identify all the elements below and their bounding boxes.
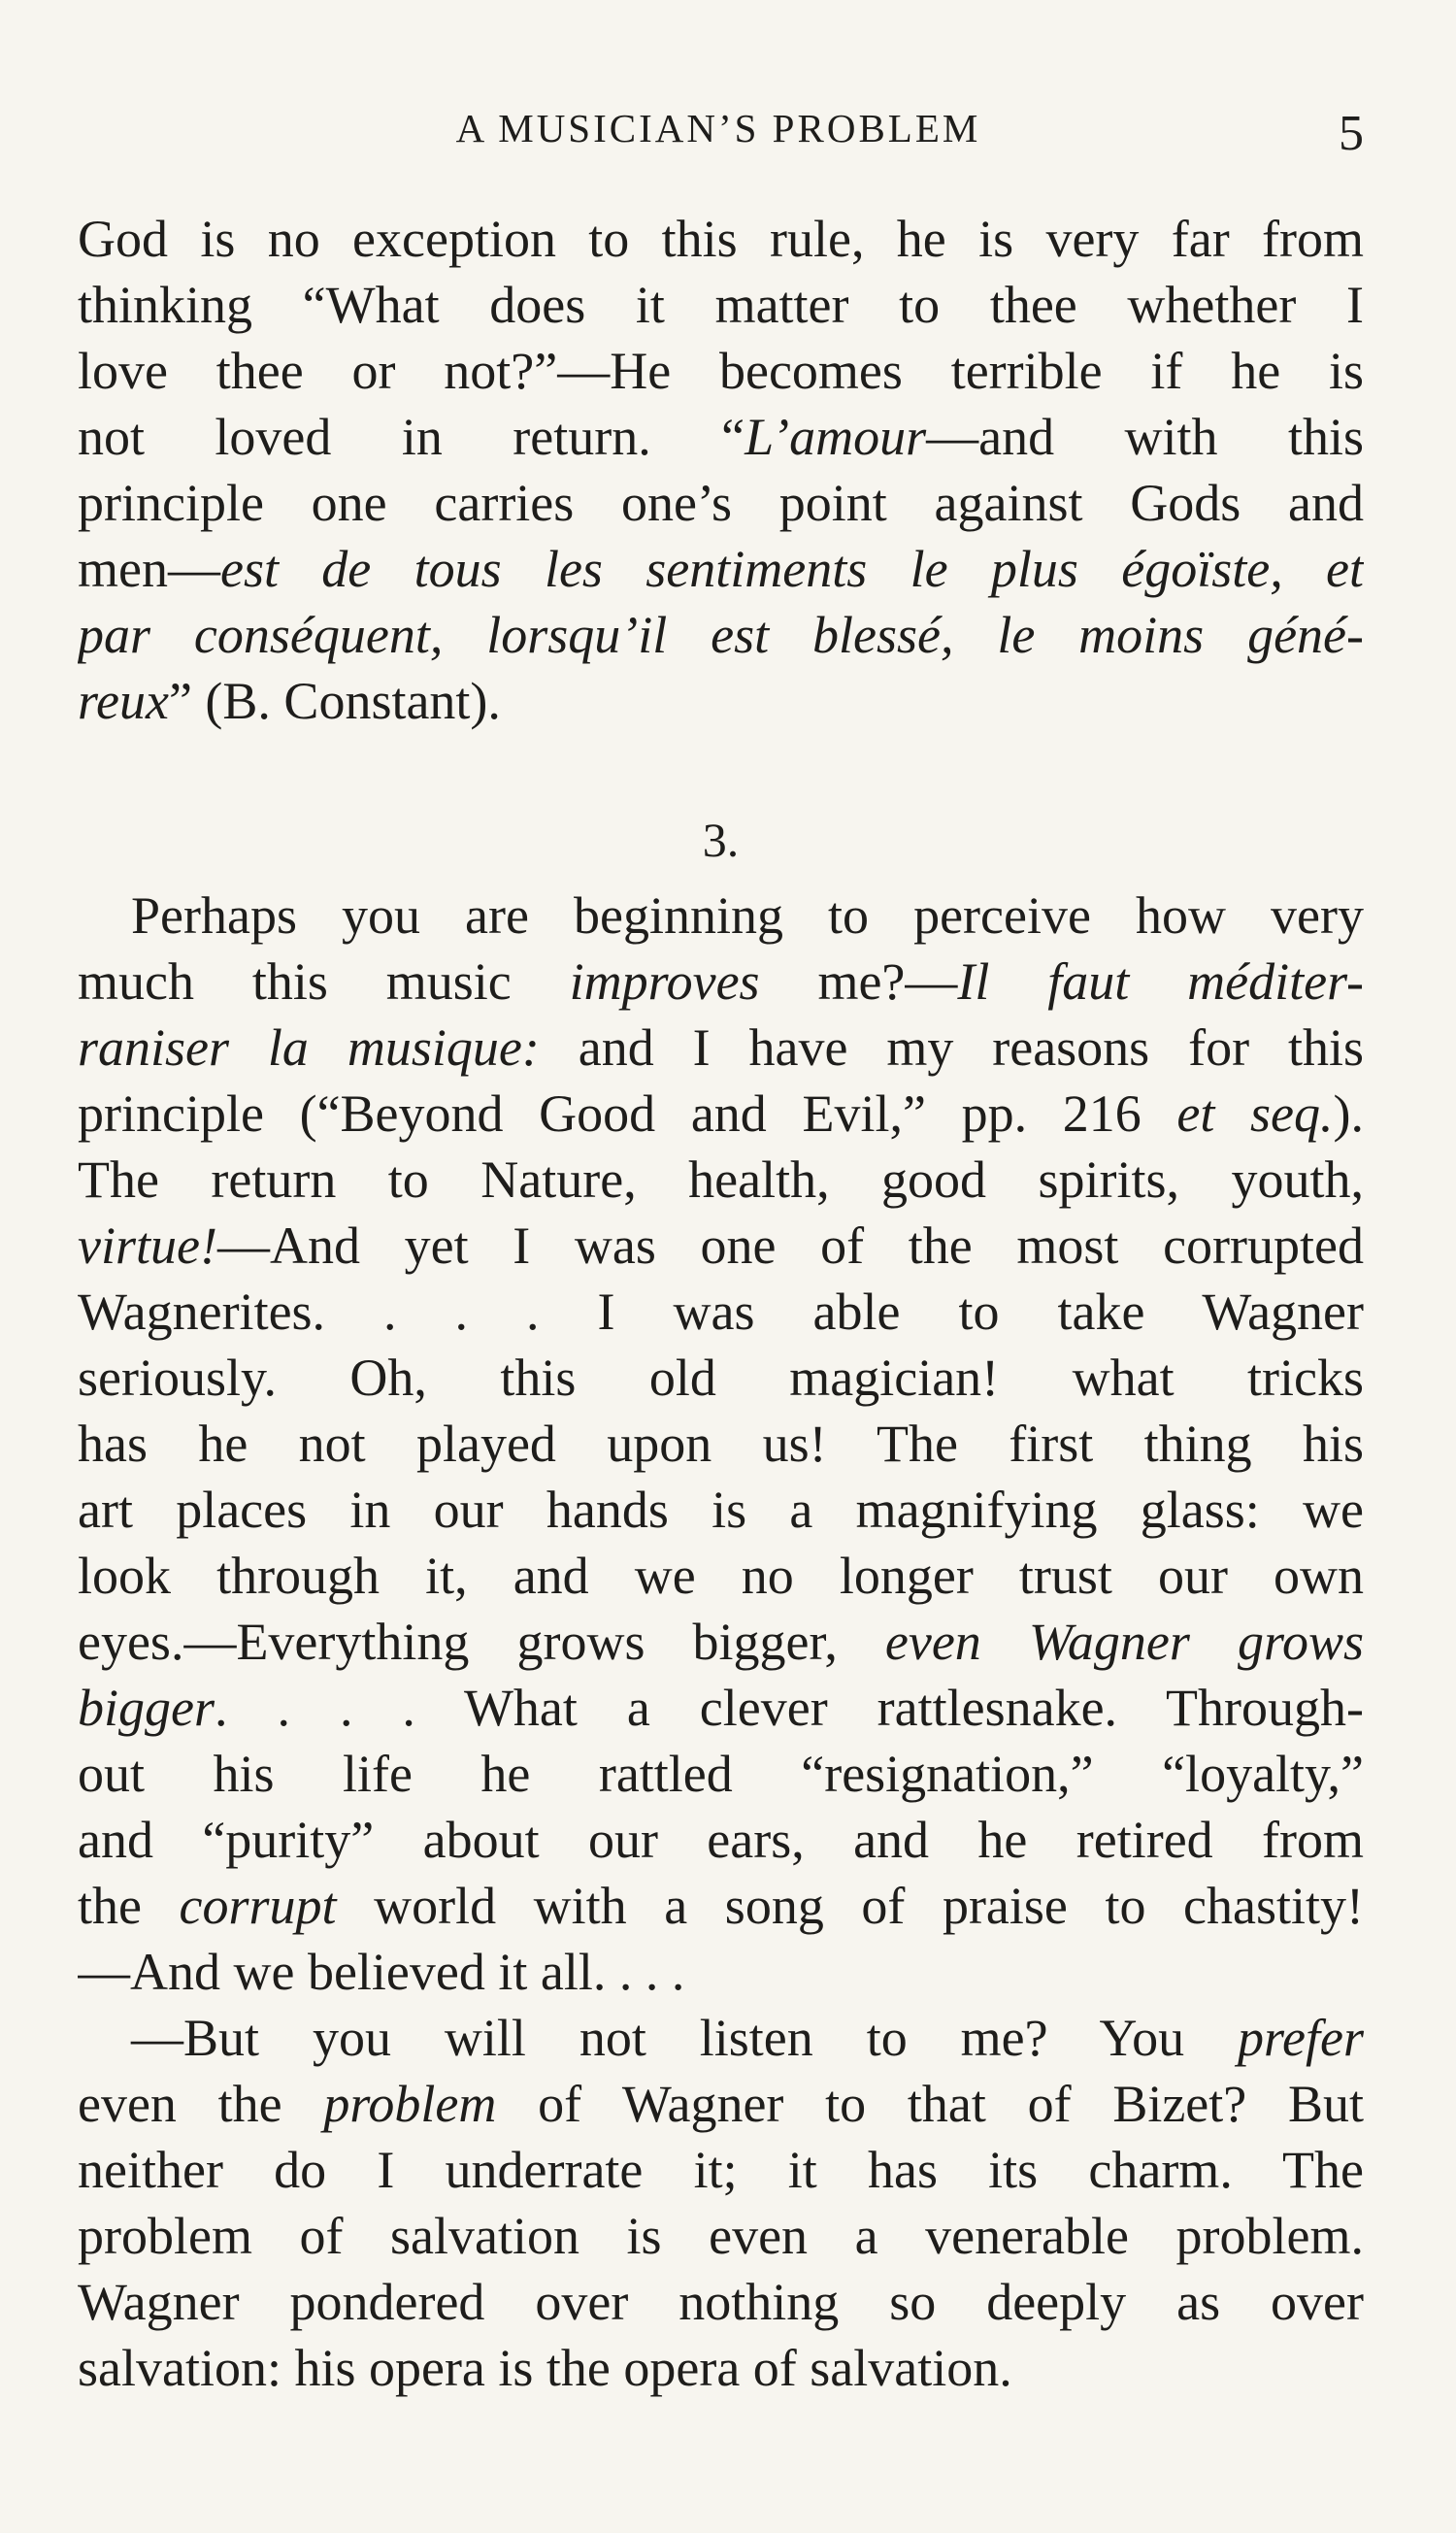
text-line bbox=[78, 949, 1364, 1015]
text-run: love thee or not?”—He becomes terrible if he is bbox=[78, 342, 1364, 400]
text-run: out his life he rattled “resignation,” “loyalty,” bbox=[78, 1745, 1364, 1803]
running-head bbox=[73, 105, 1364, 163]
text-run: —And yet I was one of the most corrupted bbox=[216, 1217, 1364, 1275]
text-run: principle (“Beyond Good and Evil,” pp. 216 bbox=[78, 1084, 1177, 1143]
text-run: The return to Nature, health, good spirits, youth, bbox=[78, 1150, 1364, 1209]
text-line bbox=[78, 2005, 1364, 2071]
text-run: Perhaps you are beginning to perceive how very bbox=[131, 886, 1364, 945]
text-run: thinking “What does it matter to thee whether I bbox=[78, 276, 1364, 334]
italic-text: virtue! bbox=[78, 1217, 217, 1275]
text-run: look through it, and we no longer trust our own bbox=[78, 1547, 1364, 1605]
text-line bbox=[78, 206, 1364, 272]
text-run: principle one carries one’s point against Gods and bbox=[78, 474, 1364, 532]
text-run: Wagner pondered over nothing so deeply as over bbox=[78, 2273, 1364, 2331]
text-run: men— bbox=[78, 540, 220, 598]
text-line bbox=[78, 1345, 1364, 1411]
text-run: and “purity” about our ears, and he retired from bbox=[78, 1811, 1364, 1869]
text-line bbox=[78, 602, 1364, 668]
text-run: neither do I underrate it; it has its charm. The bbox=[78, 2141, 1364, 2199]
text-line bbox=[78, 1741, 1364, 1807]
italic-text: est de tous les sentiments le plus égoïste, et bbox=[219, 540, 1364, 598]
text-line bbox=[78, 338, 1364, 404]
text-run: God is no exception to this rule, he is very far from bbox=[78, 210, 1364, 268]
text-line bbox=[78, 2137, 1364, 2203]
text-line bbox=[78, 1939, 1364, 2005]
text-run: salvation: his opera is the opera of salvation. bbox=[78, 2339, 1012, 2397]
text-run: of Wagner to that of Bizet? But bbox=[496, 2075, 1364, 2133]
text-run: the bbox=[78, 1877, 180, 1935]
text-run: —and with this bbox=[926, 408, 1364, 466]
running-head-title: A MUSICIAN’S PROBLEM bbox=[455, 106, 981, 150]
italic-text: improves bbox=[569, 952, 760, 1011]
text-line bbox=[78, 1873, 1364, 1939]
text-line bbox=[78, 1147, 1364, 1213]
text-line bbox=[78, 404, 1364, 470]
text-line bbox=[78, 2335, 1364, 2401]
italic-text: bigger bbox=[78, 1679, 215, 1737]
text-line bbox=[78, 2203, 1364, 2269]
text-line bbox=[78, 1675, 1364, 1741]
body-text bbox=[78, 206, 1364, 2401]
italic-text: prefer bbox=[1238, 2009, 1364, 2067]
text-line bbox=[78, 668, 1364, 734]
page-number: 5 bbox=[1339, 106, 1364, 161]
text-run: Wagnerites. . . . I was able to take Wagner bbox=[78, 1283, 1364, 1341]
text-run: ” (B. Constant). bbox=[168, 672, 501, 730]
text-line bbox=[78, 1081, 1364, 1147]
text-line bbox=[78, 2071, 1364, 2137]
paragraph-1 bbox=[78, 206, 1364, 734]
text-line bbox=[78, 272, 1364, 338]
italic-text: L’amour bbox=[745, 408, 927, 466]
text-run: . . . . What a clever rattlesnake. Through- bbox=[215, 1679, 1364, 1737]
text-run: —But you will not listen to me? You bbox=[131, 2009, 1239, 2067]
text-run: —And we believed it all. . . . bbox=[78, 1943, 685, 2001]
text-line bbox=[78, 1015, 1364, 1081]
text-run: eyes.—Everything grows bigger, bbox=[78, 1613, 885, 1671]
section-number: 3. bbox=[702, 813, 740, 867]
text-line bbox=[78, 1279, 1364, 1345]
italic-text: et seq. bbox=[1176, 1084, 1334, 1143]
italic-text: par conséquent, lorsqu’il est blessé, le moins géné- bbox=[78, 606, 1364, 664]
text-run: art places in our hands is a magnifying glass: we bbox=[78, 1481, 1364, 1539]
paragraph-3 bbox=[78, 2005, 1364, 2401]
text-run: much this music bbox=[78, 952, 570, 1011]
text-run: not loved in return. “ bbox=[78, 408, 745, 466]
text-line bbox=[78, 470, 1364, 536]
text-run: has he not played upon us! The first thing his bbox=[78, 1415, 1364, 1473]
text-run: and I have my reasons for this bbox=[539, 1018, 1364, 1077]
italic-text: problem bbox=[323, 2075, 497, 2133]
text-run: problem of salvation is even a venerable problem. bbox=[78, 2207, 1364, 2265]
text-line bbox=[78, 2269, 1364, 2335]
text-line bbox=[78, 1609, 1364, 1675]
text-line bbox=[78, 1543, 1364, 1609]
italic-text: corrupt bbox=[179, 1877, 337, 1935]
text-line bbox=[78, 536, 1364, 602]
italic-text: Il faut méditer- bbox=[957, 952, 1364, 1011]
text-line bbox=[78, 1477, 1364, 1543]
text-line bbox=[78, 883, 1364, 949]
text-line bbox=[78, 1213, 1364, 1279]
text-run: even the bbox=[78, 2075, 324, 2133]
text-run: ). bbox=[1333, 1084, 1364, 1143]
italic-text: raniser la musique: bbox=[78, 1018, 540, 1077]
italic-text: reux bbox=[78, 672, 169, 730]
text-line bbox=[78, 1411, 1364, 1477]
text-line bbox=[78, 1807, 1364, 1873]
text-run: world with a song of praise to chastity! bbox=[336, 1877, 1364, 1935]
italic-text: even Wagner grows bbox=[884, 1613, 1364, 1671]
paragraph-2 bbox=[78, 883, 1364, 2005]
text-run: seriously. Oh, this old magician! what tricks bbox=[78, 1349, 1364, 1407]
text-run: me?— bbox=[759, 952, 958, 1011]
